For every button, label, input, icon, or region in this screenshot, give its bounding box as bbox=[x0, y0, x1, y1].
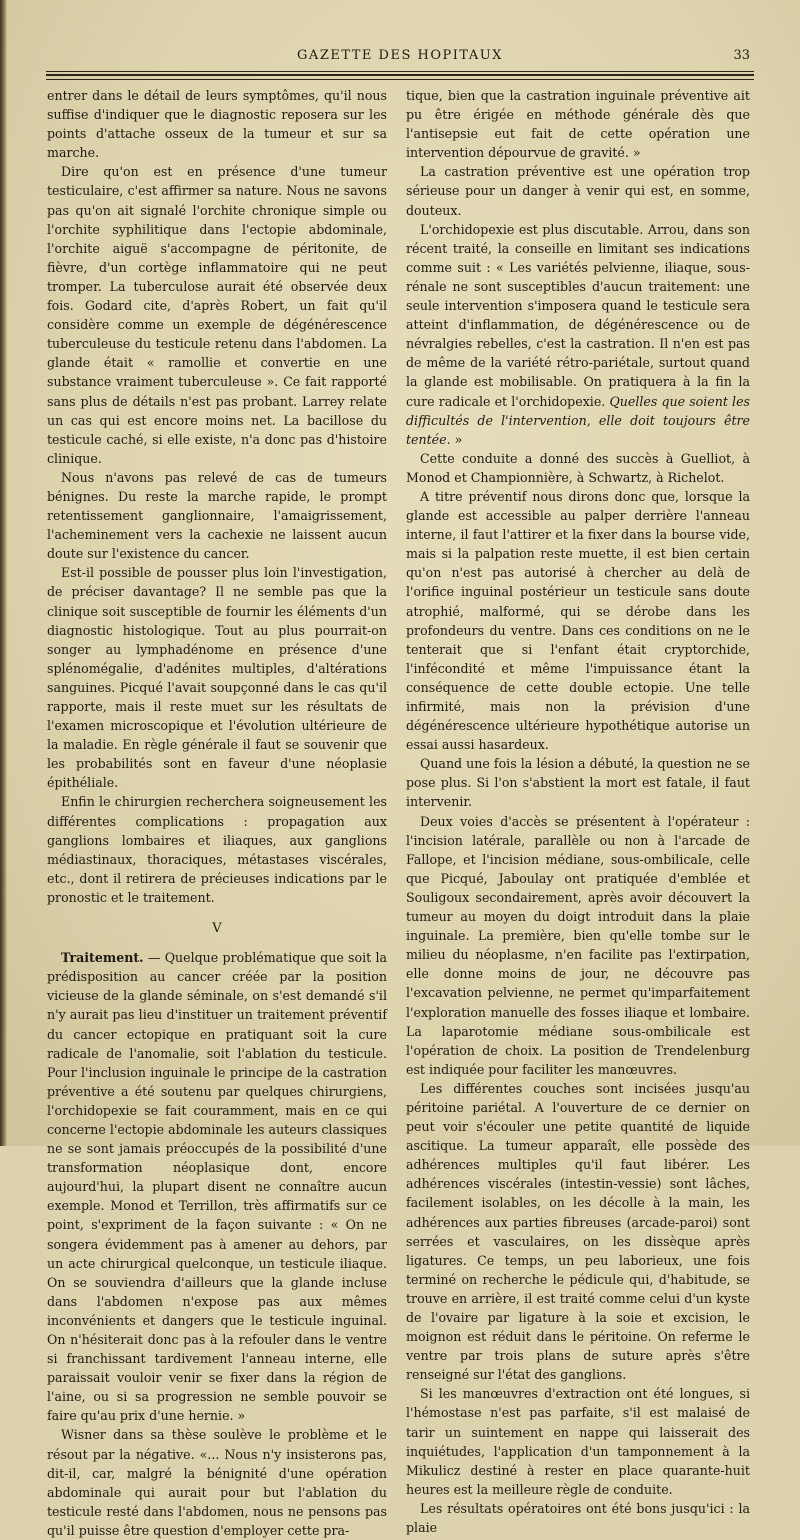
paragraph: Les résultats opératoires ont été bons jusqu'ici : la plaie bbox=[406, 1500, 750, 1536]
paragraph: entrer dans le détail de leurs symptômes, qu'il nous suffise d'indiquer que le diagnostic reposera sur les points d'attache osseux de la tumeur et sur sa marche. bbox=[47, 88, 387, 161]
header-rule-top bbox=[46, 71, 754, 72]
paragraph: La castration préventive est une opération trop sérieuse pour un danger à venir qui est, en somme, douteux. bbox=[406, 164, 750, 218]
paragraph: Les différentes couches sont incisées jusqu'au péritoine pariétal. A l'ouverture de ce dernier on peut voir s'écouler une petite quantité de liquide ascitique. La tumeur apparaît, elle possède des adhérences multiples qu'il faut libérer. Les adhérences viscérales (intestin-vessie) sont lâches, facilement isolables, on les décolle à la main, les adhérences aux parties fibreuses (arcade-paroi) sont serrées et vasculaires, on les dissèque après ligatures. Ce temps, un peu laborieux, une fois terminé on recherche le pédicule qui, d'habitude, se trouve en arrière, il est traité comme celui d'un kyste de l'ovaire par ligature à la soie et excision, le moignon est réduit dans le péritoine. On referme le ventre par trois plans de suture après s'être renseigné sur l'état des ganglions. bbox=[406, 1080, 750, 1383]
paragraph-treatment bbox=[47, 948, 387, 1425]
paragraph: Wisner dans sa thèse soulève le problème et le résout par la négative. «... Nous n'y insisterons pas, dit-il, car, malgré la bénignité d'une opération abdominale qui aurait pour but l'ablation du testicule resté dans l'abdomen, nous ne pensons pas qu'il puisse être question d'employer cette pra- bbox=[47, 1427, 387, 1538]
paragraph: Cette conduite a donné des succès à Guelliot, à Monod et Championnière, à Schwartz, à Richelot. bbox=[406, 450, 750, 485]
paragraph: Dire qu'on est en présence d'une tumeur testiculaire, c'est affirmer sa nature. Nous ne savons pas qu'on ait signalé l'orchite chronique simple ou l'orchite syphilitique dans l'ectopie abdominale, l'orchite aiguë s'accompagne de péritonite, de fièvre, d'un cortège inflammatoire qui ne peut tromper. La tuberculose aurait été observée deux fois. Godard cite, d'après Robert, un fait qu'il considère comme un exemple de dégénérescence tuberculeuse du testicule retenu dans l'abdomen. La glande était « ramollie et convertie en une substance vraiment tuberculeuse ». Ce fait rapporté sans plus de détails n'est pas probant. Larrey relate un cas qui est encore moins net. La bacillose du testicule caché, si elle existe, n'a donc pas d'histoire clinique. bbox=[47, 164, 387, 466]
paragraph: A titre préventif nous dirons donc que, lorsque la glande est accessible au palper derrière l'anneau interne, il faut l'attirer et la fixer dans la bourse vide, mais si la palpation reste muette, il est bien certain qu'on n'est pas autorisé à chercher au delà de l'orifice inguinal postérieur un testicule sans doute atrophié, malformé, qui se dérobe dans les profondeurs du ventre. Dans ces conditions on ne le tenterait que si l'enfant était cryptorchide, l'infécondité et même l'impuissance étant la conséquence de cette double ectopie. Une telle infirmité, mais non la prévision d'une dégénérescence ultérieure hypothétique autorise un essai aussi hasardeux. bbox=[406, 488, 750, 753]
italic-quote: Quelles que soient les difficultés de l'intervention, elle doit toujours être tentée. bbox=[406, 393, 751, 447]
header-rule-middle bbox=[46, 74, 754, 76]
paragraph-text: L'orchidopexie est plus discutable. Arrou, dans son récent traité, la conseille en limitant ses indications comme suit : « Les variétés pelvienne, iliaque, sous-rénale ne sont susceptibles d'aucun traitement: une seule intervention s'imposera quand le testicule sera atteint d'inflammation, de dégénérescence ou de névralgies rebelles, c'est la castration. Il n'en est pas de même de la variété rétro-pariétale, surtout quand la glande est mobilisable. On pratiquera à la fin la cure radicale et l'orchidopexie. bbox=[406, 221, 750, 409]
paragraph: tique, bien que la castration inguinale préventive ait pu être érigée en méthode générale dès que l'antisepsie eut fait de cette opération une intervention dépourvue de gravité. » bbox=[406, 88, 750, 161]
section-keyword: Traitement. bbox=[61, 950, 144, 966]
paragraph-orchidopexie bbox=[406, 220, 750, 449]
paragraph-text: » bbox=[450, 431, 463, 447]
paragraph: Deux voies d'accès se présentent à l'opérateur : l'incision latérale, parallèle ou non à l'arcade de Fallope, et l'incision médiane, sous-ombilicale, celle que Picqué, Jaboulay ont pratiquée d'emblée et Souligoux secondairement, après avoir découvert la tumeur au moyen du doigt introduit dans la plaie inguinale. La première, bien qu'elle tombe sur le milieu du néoplasme, n'en facilite pas l'extirpation, elle donne moins de jour, ne découvre pas l'excavation pelvienne, ne permet qu'imparfaitement l'exploration manuelle des fosses iliaque et lombaire. La laparotomie médiane sous-ombilicale est l'opération de choix. La position de Trendelenburg est indiquée pour faciliter les manœuvres. bbox=[406, 813, 750, 1077]
paragraph: Nous n'avons pas relevé de cas de tumeurs bénignes. Du reste la marche rapide, le prompt retentissement ganglionnaire, l'amaigrissement, l'acheminement vers la cachexie ne laissent aucun doute sur l'existence du cancer. bbox=[47, 469, 387, 562]
paragraph: Est-il possible de pousser plus loin l'investigation, de préciser davantage? Il ne semble pas que la clinique soit susceptible de fournir les éléments d'un diagnostic histologique. Tout au plus pourrait-on songer au lymphadénome en présence d'une splénomégalie, d'adénites multiples, d'altérations sanguines. Picqué l'avait soupçonné dans le cas qu'il rapporte, mais il reste muet sur les résultats de l'examen microscopique et l'évolution ultérieure de la maladie. En règle générale il faut se souvenir que les probabilités sont en faveur d'une néoplasie épithéliale. bbox=[47, 565, 387, 791]
header-rule-bottom bbox=[46, 79, 754, 80]
left-column bbox=[47, 86, 387, 1540]
journal-title: GAZETTE DES HOPITAUX bbox=[297, 48, 503, 63]
paragraph: Si les manœuvres d'extraction ont été longues, si l'hémostase n'est pas parfaite, s'il est malaisé de tarir un suintement en nappe qui laisserait des inquiétudes, l'application d'un tamponnement à la Mikulicz destiné à rester en place quarante-huit heures est la meilleure règle de conduite. bbox=[406, 1386, 750, 1497]
section-numeral: V bbox=[212, 921, 222, 937]
paragraph: Quand une fois la lésion a débuté, la question ne se pose plus. Si l'on s'abstient la mort est fatale, il faut intervenir. bbox=[406, 756, 750, 810]
paragraph: Enfin le chirurgien recherchera soigneusement les différentes complications : propagation aux ganglions lombaires et iliaques, aux ganglions médiastinaux, thoraciques, métastases viscérales, etc., dont il retirera de précieuses indications par le pronostic et le traitement. bbox=[47, 794, 387, 905]
paragraph-text: — Quelque problématique que soit la prédisposition au cancer créée par la position vicieuse de la glande séminale, on s'est demandé s'il n'y aurait pas lieu d'instituer un traitement préventif du cancer ectopique en pratiquant soit la cure radicale de l'anomalie, soit l'ablation du testicule. Pour l'inclusion inguinale le principe de la castration préventive a été soutenu par quelques chirurgiens, l'orchidopexie se fait couramment, mais en ce qui concerne l'ectopie abdominale les auteurs classiques ne se sont jamais préoccupés de la possibilité d'une transformation néoplasique dont, encore aujourd'hui, la plupart disent ne connaître aucun exemple. Monod et Terrillon, très affirmatifs sur ce point, s'expriment de la façon suivante : « On ne songera évidemment pas à amener au dehors, par un acte chirurgical quelconque, un testicule iliaque. On se souviendra d'ailleurs que la glande incluse dans l'abdomen n'expose pas aux mêmes inconvénients et dangers que le testicule inguinal. On n'hésiterait donc pas à la refouler dans le ventre si franchissant tardivement l'anneau interne, elle paraissait vouloir venir se fixer dans la région de l'aine, ou si sa progression ne semble pouvoir se faire qu'au prix d'une hernie. » bbox=[47, 950, 387, 1424]
binding-edge bbox=[0, 0, 7, 1146]
page-header bbox=[40, 48, 760, 72]
page-number: 33 bbox=[733, 48, 750, 63]
right-column bbox=[406, 86, 750, 1537]
